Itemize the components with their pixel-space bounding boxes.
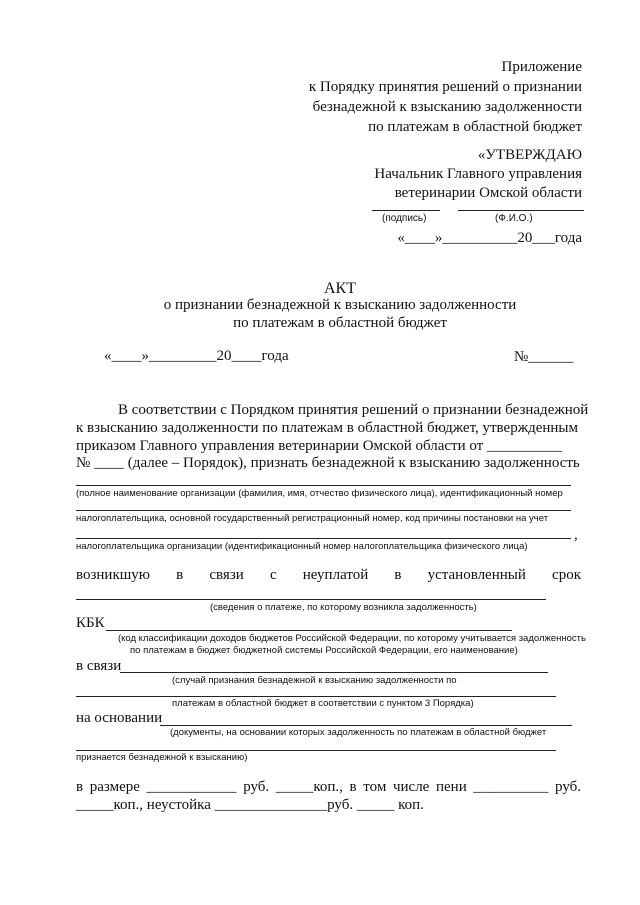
signature-line — [372, 210, 440, 211]
paragraph-line-3: приказом Главного управления ветеринарии Омской области от __________ — [76, 438, 562, 454]
note-organization-1: (полное наименование организации (фамилия, имя, отчество физического лица), идентификационный номер — [76, 488, 563, 499]
act-number: №______ — [514, 349, 574, 365]
approve-date: «____»__________20___года — [397, 230, 582, 246]
amount-line-2: _____коп., неустойка _______________руб. _____ коп. — [76, 797, 424, 813]
act-date: «____»_________20____года — [104, 348, 289, 364]
appendix-line-1: Приложение — [501, 59, 582, 75]
arisen-word: возникшую — [76, 567, 151, 583]
paragraph-line-1: В соответствии с Порядком принятия решений о признании безнадежной — [118, 402, 589, 418]
note-kbk-1: (код классификации доходов бюджетов Российской Федерации, по которому учитывается задолженность — [118, 633, 586, 644]
appendix-line-4: по платежам в областной бюджет — [368, 119, 582, 135]
payment-info-line — [76, 599, 546, 600]
paragraph-line-4: № ____ (далее – Порядок), признать безнадежной к взысканию задолженность — [76, 455, 580, 471]
appendix-line-2: к Порядку принятия решений о признании — [308, 79, 582, 95]
note-organization-3: налогоплательщика организации (идентификационный номер налогоплательщика физического лица) — [76, 541, 528, 552]
reason-line-1 — [120, 672, 548, 673]
comma: , — [574, 527, 578, 543]
note-reason-2: платежам в областной бюджет в соответствии с пунктом 3 Порядка) — [172, 698, 474, 709]
act-subtitle-1: о признании безнадежной к взысканию задолженности — [163, 297, 517, 313]
act-subtitle-2: по платежам в областной бюджет — [233, 315, 447, 331]
act-title: АКТ — [324, 280, 356, 297]
note-basis-1: (документы, на основании которых задолженность по платежам в областной бюджет — [170, 727, 547, 738]
in-connection-label: в связи — [76, 658, 122, 674]
approve-heading: «УТВЕРЖДАЮ — [477, 147, 582, 163]
organization-line-2 — [76, 510, 571, 511]
kbk-line — [106, 630, 512, 631]
appendix-line-3: безнадежной к взысканию задолженности — [312, 99, 582, 115]
arisen-word: связи — [209, 567, 244, 583]
approve-position: Начальник Главного управления — [374, 166, 582, 182]
note-basis-2: признается безнадежной к взысканию) — [76, 752, 248, 763]
arisen-line — [76, 568, 581, 583]
paragraph-line-2: к взысканию задолженности по платежам в областной бюджет, утвержденным — [76, 420, 578, 436]
arisen-word: с — [269, 567, 277, 583]
arisen-word: установленный — [427, 567, 526, 583]
note-payment: (сведения о платеже, по которому возникла задолженность) — [210, 602, 477, 613]
basis-line-2 — [76, 750, 556, 751]
note-kbk-2: по платежам в бюджет бюджетной системы Российской Федерации, его наименование) — [130, 645, 518, 656]
arisen-word: в — [394, 567, 402, 583]
organization-line-1 — [76, 485, 571, 486]
note-reason-1: (случай признания безнадежной к взысканию задолженности по — [172, 675, 457, 686]
kbk-label: КБК — [76, 615, 105, 631]
amount-line-1: в размере ____________ руб. _____коп., в том числе пени __________ руб. — [76, 779, 581, 795]
name-label: (Ф.И.О.) — [495, 213, 533, 224]
arisen-word: неуплатой — [302, 567, 369, 583]
arisen-word: срок — [552, 567, 581, 583]
approve-department: ветеринарии Омской области — [394, 185, 582, 201]
arisen-word: в — [176, 567, 184, 583]
signature-label: (подпись) — [382, 213, 427, 224]
basis-line-1 — [160, 725, 572, 726]
organization-line-3 — [76, 538, 571, 539]
name-line — [458, 210, 584, 211]
note-organization-2: налогоплательщика, основной государственный регистрационный номер, код причины постановки на учет — [76, 513, 549, 524]
reason-line-2 — [76, 696, 556, 697]
on-basis-label: на основании — [76, 710, 163, 726]
